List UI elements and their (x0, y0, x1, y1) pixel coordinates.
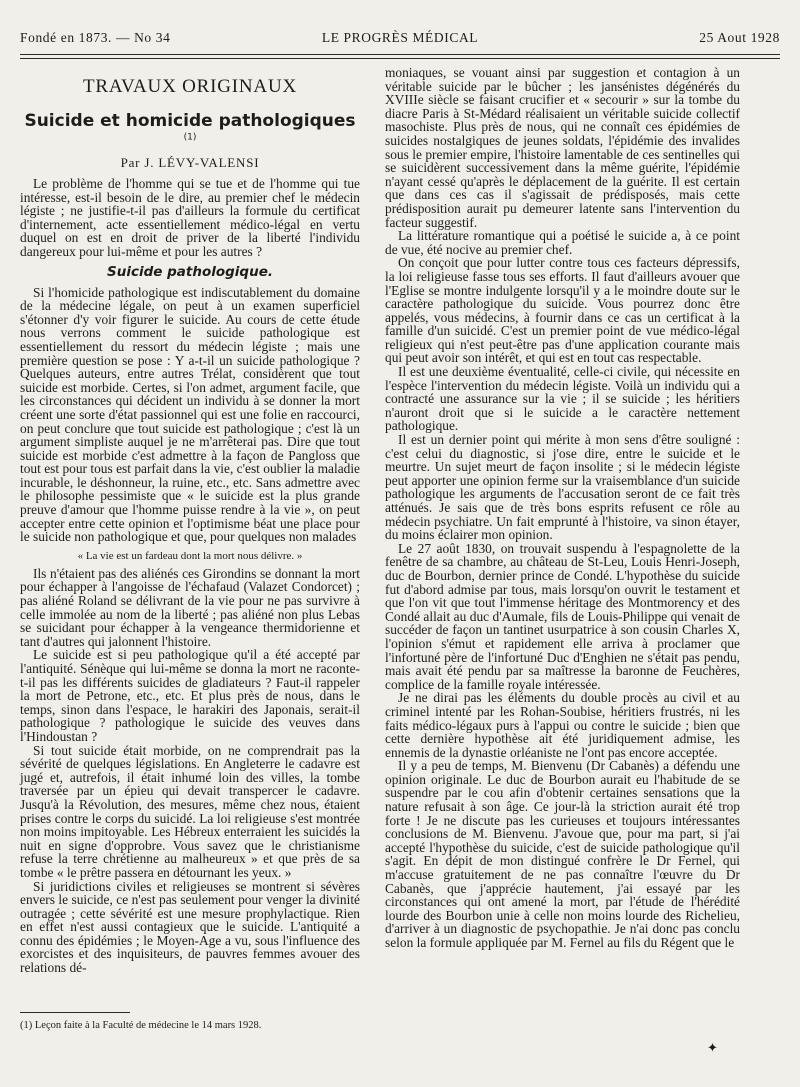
paragraph: Si juridictions civiles et religieuses se montrent si sévères envers le suicide, ce n'est pas seulement pour venger la divinité outragée ; cette sévérité est une mesure prophylactique. Rien en effet n'est aussi contagieux que le suicide. L'antiquité a connu des épidémies ; le Moyen-Age a vu, sous l'influence des exorcistes et des inquisiteurs, de pauvres femmes avouer des relations dé- (20, 878, 360, 976)
epigraph-quote: « La vie est un fardeau dont la mort nous délivre. » (77, 549, 303, 562)
subheading: Suicide pathologique. (107, 263, 273, 280)
header-rule-thin (20, 58, 780, 59)
section-title: TRAVAUX ORIGINAUX (83, 76, 297, 97)
paragraph: Si tout suicide était morbide, on ne comprendrait pas la sévérité de quelques législations. En Angleterre le cadavre est jugé et, autrefois, il était inhumé loin des villes, la tombe traversée par un épieu qui devait transpercer le cadavre. Jusqu'à la Révolution, des mesures, même chez nous, étaient prises contre le corps du suicidé. La loi religieuse s'est montrée non moins impitoyable. Les Hébreux enterraient les suicidés la nuit en signe d'opprobre. Vous savez que le christianisme refuse la terre chrétienne au malheureux » et que près de sa tombe « le prêtre passera en détournant les yeux. » (20, 742, 360, 880)
paragraph: moniaques, se vouant ainsi par suggestion et contagion à un véritable suicide par le bûcher ; les jansénistes dégénérés du XVIIIe siècle se faisant crucifier et « secourir » sur la tombe du diacre Paris à St-Médard réalisaient un véritable suicide collectif masochiste. Plus près de nous, qui ne connaît ces épidémies de suicides nostalgiques de jeunes soldats, l'épidémie des invalides sous le premier empire, l'histoire lamentable de ces sentinelles qui se suicidèrent successivement dans la même guérite, l'épidémie n'ayant cessé qu'après le déplacement de la guérite. Il est certain que dans ces cas il s'agissait de prédisposés, mais cette prédisposition aurait pu demeurer latente sans l'intervention du facteur suggestif. (385, 65, 740, 230)
journal-title: LE PROGRÈS MÉDICAL (321, 30, 479, 45)
paragraph: Le suicide est si peu pathologique qu'il a été accepté par l'antiquité. Sénèque qui lui-même se donna la mort ne raconte-t-il pas les différents suicides de gladiateurs ? Faut-il rappeler la mort de Petrone, etc., etc. Et plus près de nous, dans le temps, sinon dans l'espace, le harakiri des Japonais, serait-il pathologique ? pathologique le suicide des veuves dans l'Hindoustan ? (20, 647, 360, 744)
page-end-ornament: ✦ (707, 1041, 718, 1056)
footnote-rule (20, 1012, 130, 1013)
paragraph: Si l'homicide pathologique est indiscutablement du domaine de la médecine légale, on peut à un examen superficiel s'étonner d'y voir figurer le suicide. Au cours de cette étude nous verrons comment le suicide pathologique est essentiellement du ressort du médecin légiste ; mais une première question se pose : Y a-t-il un suicide pathologique ? Quelques auteurs, entre autres Trélat, considèrent que tout suicide est morbide. Certes, si l'on admet, argument facile, que les circonstances qui décident un individu à se donner la mort créent une sorte d'état passionnel qui est une folie en raccourci, on peut conclure que tout suicide est pathologique ; c'est là un argument simpliste auquel je ne m'arrêterai pas. Dire que tout suicide est morbide c'est admettre à la façon de Pangloss que tout est pour tous est parfait dans la vie, c'est oublier la maladie incurable, le déshonneur, la ruine, etc., etc. Sans admettre avec le philosophe pessimiste que « le suicide est la plus grande preuve d'amour que l'homme puisse rendre à la vie », on peut accepter entre cette opinion et l'optimisme béat une place pour le suicide non pathologique et que, pour quelques non malades (20, 284, 360, 545)
paragraph: Le problème de l'homme qui se tue et de l'homme qui tue intéresse, est-il besoin de le dire, au premier chef le médecin légiste ; ne justifie-t-il pas d'ailleurs la formule du certificat d'internement, acte essentiellement médico-légal en vertu duquel on est en droit de priver de la liberté l'individu dangereux pour lui-même et pour les autres ? (20, 176, 360, 259)
paragraph: Ils n'étaient pas des aliénés ces Girondins se donnant la mort pour échapper à l'angoisse de l'échafaud (Valazet Condorcet) ; pas aliéné Roland se délivrant de la vie pour ne pas survivre à celle immolée au nom de la liberté ; pas aliéné non plus Lebas se suicidant pour échapper à la vengeance thermidorienne et tant d'autres qui jalonnent l'histoire. (20, 565, 360, 649)
paragraph: Il est un dernier point qui mérite à mon sens d'être souligné : c'est celui du diagnostic, si j'ose dire, entre le suicide et le meurtre. Un sujet meurt de façon insolite ; si le médecin légiste peut apporter une opinion ferme sur la vraisemblance d'un suicide pathologique les arguments de l'accusation seront de ce fait très atténués. Je sais que de très bons esprits refusent ce rôle au médecin psychiatre. Un fait emprunté à l'histoire, va sinon étayer, du moins éclairer mon opinion. (385, 432, 740, 543)
article-title-text: Suicide et homicide pathologiques (24, 111, 356, 131)
paragraph: La littérature romantique qui a poétisé le suicide a, à ce point de vue, été nocive au premier chef. (385, 228, 740, 257)
paragraph: Je ne dirai pas les éléments du double procès au civil et au criminel intenté par les Rohan-Soubise, héritiers frustrés, ni les faits médico-légaux purs à l'appui ou contre le suicide ; bien que cette dernière hypothèse ait été juridiquement admise, les ennemis de la dynastie orléaniste ne l'ont pas encore acceptée. (385, 690, 740, 760)
founded-issue: Fondé en 1873. — No 34 (20, 30, 171, 45)
article-title (20, 111, 360, 151)
paragraph: Il y a peu de temps, M. Bienvenu (Dr Cabanès) a défendu une opinion originale. Le duc de Bourbon aurait eu l'habitude de se suspendre par le cou afin d'obtenir certaines sensations que la nature refusait à son âge. Ce jour-là la striction aurait été trop forte ! Je ne discute pas les curieuses et toujours intéressantes conclusions de M. Bienvenu. J'avoue que, pour ma part, si j'ai accepté l'hypothèse du suicide, c'est de suicide pathologique qu'il s'agit. En dépit de mon distingué confrère le Dr Fernel, qui m'accuse gratuitement de ne pas connaître l'œuvre du Dr Cabanès, que j'apprécie hautement, j'ai essayé par les circonstances qui ont amené la mort, par l'étude de l'hérédité lourde des Bourbon unie à celle non moins lourde des Richelieu, d'arriver à un diagnostic de psychopathie. Je n'ai donc pas conclu selon la formule appliquée par M. Fernel au fils du Régent que le (385, 758, 740, 950)
paragraph: Le 27 août 1830, on trouvait suspendu à l'espagnolette de la fenêtre de sa chambre, au château de St-Leu, Louis Henri-Joseph, duc de Bourbon, dernier prince de Condé. L'hypothèse du suicide fut d'abord admise par tous, mais lorsqu'on ouvrit le testament et que l'on vit que tout l'immense héritage des Montmorency et des Condé allait au duc d'Aumale, fils de Louis-Philippe qui venait de succéder de façon un tantinet usurpatrice à son cousin Charles X, l'opinion s'émut et rapidement elle arriva à proclamer que l'infortuné père de l'infortuné Duc d'Enghien ne s'était pas pendu, mais avait été pendu par sa maîtresse la baronne de Feuchères, complice de la famille royale intéressée. (385, 540, 740, 692)
right-column (385, 66, 740, 950)
paragraph: Il est une deuxième éventualité, celle-ci civile, qui nécessite en l'espèce l'intervention du médecin légiste. Voilà un individu qui a contracté une assurance sur la vie ; il se suicide ; les héritiers n'auront droit que si le suicide a le caractère nettement pathologique. (385, 364, 740, 434)
byline: Par J. LÉVY-VALENSI (120, 155, 260, 170)
running-header (20, 30, 780, 50)
issue-date: 25 Aout 1928 (699, 30, 780, 45)
left-column (20, 66, 360, 975)
footnote-marker: (1) (183, 132, 197, 143)
header-rule-thick (20, 54, 780, 55)
footnote: (1) Leçon faite à la Faculté de médecine le 14 mars 1928. (20, 1020, 262, 1031)
footnote-area (20, 1020, 350, 1031)
paragraph: On conçoit que pour lutter contre tous ces facteurs dépressifs, la loi religieuse fasse tous ses efforts. Il faut d'ailleurs avouer que l'Eglise se montre indulgente lorsqu'il y a le moindre doute sur le caractère pathologique du suicide. Vous pourrez donc être appelés, vous médecins, à fournir dans ce cas un certificat à la famille d'un suicidé. C'est un premier point de vue médico-légal religieux qui n'est peut-être pas d'une application courante mais qui peut avoir son intérêt, et qui est en tout cas respectable. (385, 255, 740, 366)
